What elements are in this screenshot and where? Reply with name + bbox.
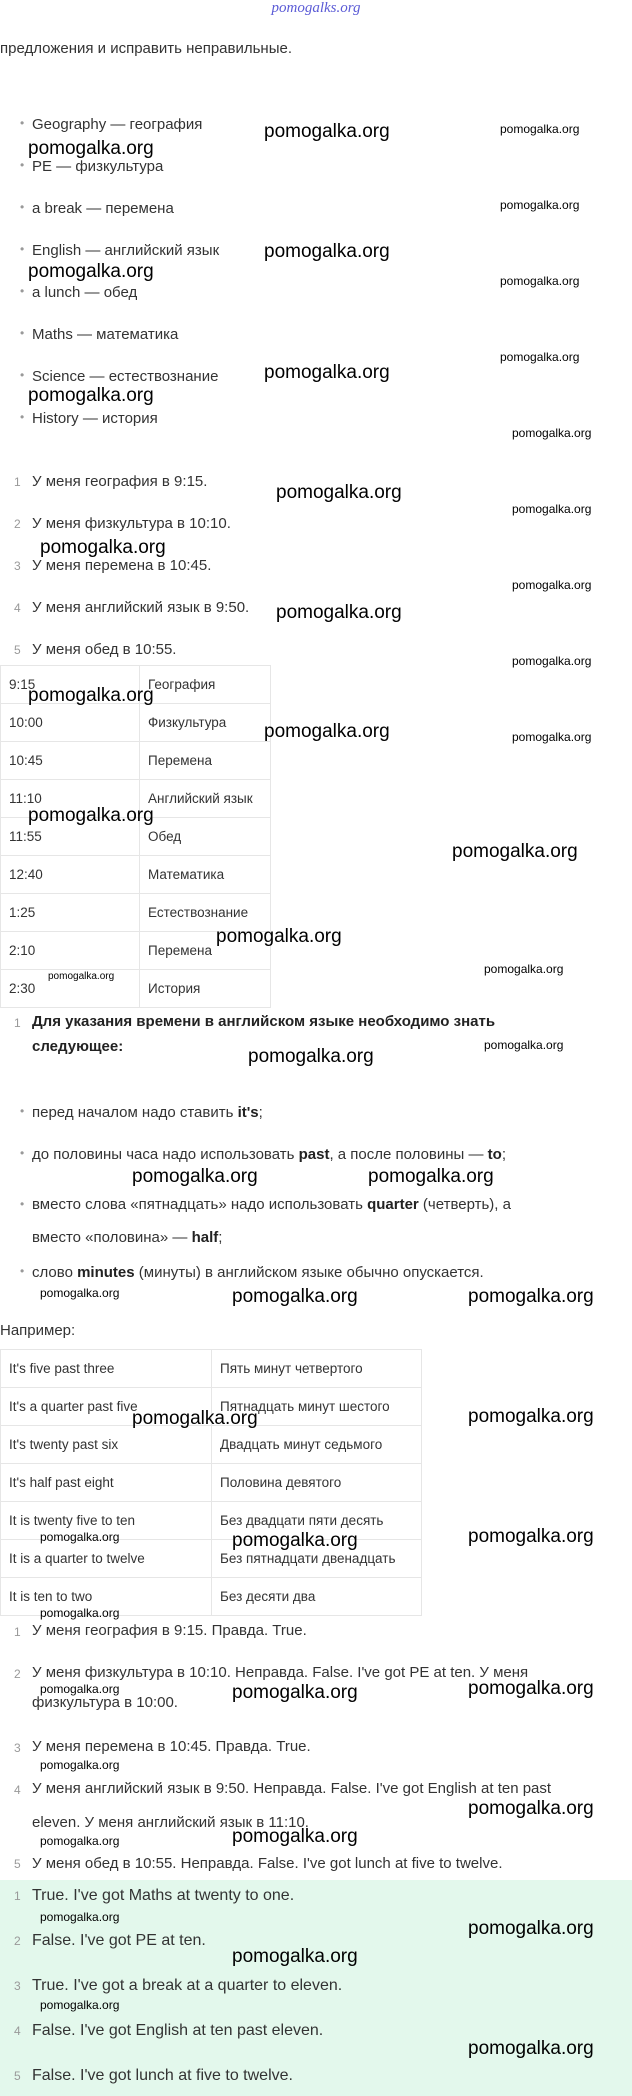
english-cell: It is a quarter to twelve — [1, 1540, 212, 1578]
watermark: pomogalka.org — [484, 1038, 564, 1052]
list-number: 2 — [14, 1934, 21, 1948]
watermark: pomogalka.org — [232, 1286, 358, 1307]
rule-text: (минуты) в английском языке обычно опускается. — [134, 1264, 484, 1281]
table-row — [1, 970, 271, 1008]
watermark: pomogalka.org — [276, 482, 402, 503]
watermark: pomogalka.org — [28, 385, 154, 406]
check-text: У меня физкультура в 10:10. Неправда. False. I've got PE at ten. У меня — [32, 1664, 529, 1681]
statement-text: У меня перемена в 10:45. — [32, 557, 212, 574]
time-cell: 12:40 — [1, 856, 140, 894]
watermark: pomogalka.org — [232, 1946, 358, 1967]
english-cell: It is ten to two — [1, 1578, 212, 1616]
watermark: pomogalka.org — [264, 721, 390, 742]
table-row — [1, 704, 271, 742]
watermark: pomogalka.org — [468, 1918, 594, 1939]
rule-text: , а после половины — — [329, 1146, 488, 1163]
watermark: pomogalka.org — [264, 121, 390, 142]
time-cell: 10:00 — [1, 704, 140, 742]
list-number: 1 — [14, 1889, 21, 1903]
rule-heading-line1: Для указания времени в английском языке необходимо знать — [32, 1013, 496, 1030]
rule-heading-line2: следующее: — [32, 1038, 124, 1055]
english-cell: It's a quarter past five — [1, 1388, 212, 1426]
watermark: pomogalka.org — [132, 1408, 258, 1429]
watermark: pomogalka.org — [484, 962, 564, 976]
list-number: 5 — [14, 2069, 21, 2083]
list-number: 2 — [14, 517, 21, 531]
table-row — [1, 742, 271, 780]
rule-text: перед началом надо ставить — [32, 1104, 238, 1121]
list-number: 4 — [14, 1783, 21, 1797]
check-text-cont: физкультура в 10:00. — [32, 1694, 178, 1711]
watermark: pomogalka.org — [368, 1166, 494, 1187]
watermark: pomogalka.org — [132, 1166, 258, 1187]
russian-cell: Без двадцати пяти десять — [212, 1502, 422, 1540]
check-text: У меня английский язык в 9:50. Неправда. False. I've got English at ten past — [32, 1780, 552, 1797]
vocab-item: • History — история — [32, 410, 158, 427]
watermark: pomogalka.org — [468, 2038, 594, 2059]
schedule-table — [0, 665, 271, 1008]
watermark: pomogalka.org — [40, 1998, 120, 2012]
answer-text: True. I've got a break at a quarter to eleven. — [32, 1977, 343, 1994]
watermark: pomogalka.org — [468, 1526, 594, 1547]
russian-cell: Двадцать минут седьмого — [212, 1426, 422, 1464]
check-text-cont: eleven. У меня английский язык в 11:10. — [32, 1814, 309, 1831]
rule-bold: half — [191, 1229, 219, 1246]
russian-cell: Пять минут четвертого — [212, 1350, 422, 1388]
subject-cell: География — [140, 666, 271, 704]
table-row — [1, 856, 271, 894]
watermark: pomogalka.org — [232, 1530, 358, 1551]
rule-text: (четверть), а — [418, 1196, 511, 1213]
vocab-item: • a break — перемена — [32, 200, 174, 217]
russian-cell: Без пятнадцати двенадцать — [212, 1540, 422, 1578]
watermark: pomogalka.org — [500, 350, 580, 364]
watermark: pomogalka.org — [28, 805, 154, 826]
rule-item — [32, 1188, 511, 1254]
english-cell: It's twenty past six — [1, 1426, 212, 1464]
watermark: pomogalka.org — [40, 1606, 120, 1620]
english-cell: It's five past three — [1, 1350, 212, 1388]
answer-text: True. I've got Maths at twenty to one. — [32, 1887, 295, 1904]
watermark: pomogalka.org — [40, 1682, 120, 1696]
watermark: pomogalka.org — [468, 1406, 594, 1427]
watermark: pomogalka.org — [264, 362, 390, 383]
subject-cell: Физкультура — [140, 704, 271, 742]
answer-text: False. I've got English at ten past eleven. — [32, 2022, 324, 2039]
list-number: 1 — [14, 475, 21, 489]
rule-bold: to — [487, 1146, 502, 1163]
table-row — [1, 1464, 422, 1502]
subject-cell: Естествознание — [140, 894, 271, 932]
watermark: pomogalka.org — [500, 198, 580, 212]
time-cell: 10:45 — [1, 742, 140, 780]
rule-text: ; — [258, 1104, 263, 1121]
list-number: 4 — [14, 2024, 21, 2038]
time-cell: 9:15 — [1, 666, 140, 704]
time-cell: 2:30 — [1, 970, 140, 1008]
table-row — [1, 1350, 422, 1388]
list-number: 4 — [14, 601, 21, 615]
subject-cell: Перемена — [140, 932, 271, 970]
rule-text: слово — [32, 1264, 78, 1281]
english-cell: It's half past eight — [1, 1464, 212, 1502]
time-cell: 11:10 — [1, 780, 140, 818]
list-number: 2 — [14, 1667, 21, 1681]
vocab-item: • Science — естествознание — [32, 368, 218, 385]
rule-text: вместо слова «пятнадцать» надо использовать — [32, 1196, 368, 1213]
statement-text: У меня английский язык в 9:50. — [32, 599, 250, 616]
rule-bold: it's — [237, 1104, 259, 1121]
watermark: pomogalka.org — [40, 1834, 120, 1848]
watermark: pomogalka.org — [512, 426, 592, 440]
statement-text: У меня география в 9:15. — [32, 473, 208, 490]
watermark: pomogalka.org — [40, 1910, 120, 1924]
top-watermark: pomogalks.org — [271, 0, 361, 16]
watermark: pomogalka.org — [28, 138, 154, 159]
list-number: 3 — [14, 1741, 21, 1755]
check-text: У меня перемена в 10:45. Правда. True. — [32, 1738, 311, 1755]
list-number: 3 — [14, 1979, 21, 1993]
english-cell: It is twenty five to ten — [1, 1502, 212, 1540]
watermark: pomogalka.org — [40, 537, 166, 558]
watermark: pomogalka.org — [452, 841, 578, 862]
vocab-item: • a lunch — обед — [32, 284, 137, 301]
list-number: 5 — [14, 1857, 21, 1871]
watermark: pomogalka.org — [216, 926, 342, 947]
watermark: pomogalka.org — [28, 261, 154, 282]
watermark: pomogalka.org — [512, 730, 592, 744]
check-text: У меня обед в 10:55. Неправда. False. I've got lunch at five to twelve. — [32, 1855, 503, 1872]
table-row — [1, 1540, 422, 1578]
watermark: pomogalka.org — [512, 654, 592, 668]
watermark: pomogalka.org — [500, 274, 580, 288]
rule-bold: past — [298, 1146, 330, 1163]
vocab-item: • Geography — география — [32, 116, 202, 133]
watermark: pomogalka.org — [28, 685, 154, 706]
watermark: pomogalka.org — [468, 1798, 594, 1819]
russian-cell: Половина девятого — [212, 1464, 422, 1502]
rule-text: вместо «половина» — — [32, 1229, 192, 1246]
watermark: pomogalka.org — [40, 1758, 120, 1772]
subject-cell: История — [140, 970, 271, 1008]
rule-text: ; — [218, 1229, 223, 1246]
vocab-item: • English — английский язык — [32, 242, 219, 259]
list-number: 1 — [14, 1625, 21, 1639]
rule-item — [32, 1264, 484, 1281]
subject-cell: Обед — [140, 818, 271, 856]
rule-text: ; — [501, 1146, 507, 1163]
check-text: У меня география в 9:15. Правда. True. — [32, 1622, 307, 1639]
rule-bold: minutes — [77, 1264, 135, 1281]
rule-item — [32, 1146, 506, 1163]
watermark: pomogalka.org — [512, 502, 592, 516]
watermark: pomogalka.org — [232, 1826, 358, 1847]
time-cell: 11:55 — [1, 818, 140, 856]
rule-bold: quarter — [367, 1196, 419, 1213]
list-number: 5 — [14, 643, 21, 657]
watermark: pomogalka.org — [512, 578, 592, 592]
time-cell: 1:25 — [1, 894, 140, 932]
vocab-item: • PE — физкультура — [32, 158, 163, 175]
watermark: pomogalka.org — [264, 241, 390, 262]
russian-cell: Без десяти два — [212, 1578, 422, 1616]
rule-item — [32, 1104, 263, 1121]
vocab-item: • Maths — математика — [32, 326, 178, 343]
list-number: 1 — [14, 1016, 21, 1030]
subject-cell: Перемена — [140, 742, 271, 780]
watermark: pomogalka.org — [232, 1682, 358, 1703]
russian-cell: Пятнадцать минут шестого — [212, 1388, 422, 1426]
watermark: pomogalka.org — [468, 1678, 594, 1699]
statement-text: У меня обед в 10:55. — [32, 641, 177, 658]
watermark: pomogalka.org — [468, 1286, 594, 1307]
watermark: pomogalka.org — [48, 971, 115, 982]
watermark: pomogalka.org — [40, 1530, 120, 1544]
time-cell: 2:10 — [1, 932, 140, 970]
subject-cell: Математика — [140, 856, 271, 894]
examples-table — [0, 1349, 422, 1616]
example-label: Например: — [0, 1322, 76, 1339]
table-row — [1, 1426, 422, 1464]
list-number: 3 — [14, 559, 21, 573]
intro-text: предложения и исправить неправильные. — [0, 40, 293, 57]
watermark: pomogalka.org — [276, 602, 402, 623]
watermark: pomogalka.org — [500, 122, 580, 136]
answer-text: False. I've got PE at ten. — [32, 1932, 206, 1949]
rule-text: до половины часа надо использовать — [32, 1146, 299, 1163]
watermark: pomogalka.org — [40, 1286, 120, 1300]
answer-text: False. I've got lunch at five to twelve. — [32, 2067, 293, 2084]
subject-cell: Английский язык — [140, 780, 271, 818]
statement-text: У меня физкультура в 10:10. — [32, 515, 231, 532]
watermark: pomogalka.org — [248, 1046, 374, 1067]
